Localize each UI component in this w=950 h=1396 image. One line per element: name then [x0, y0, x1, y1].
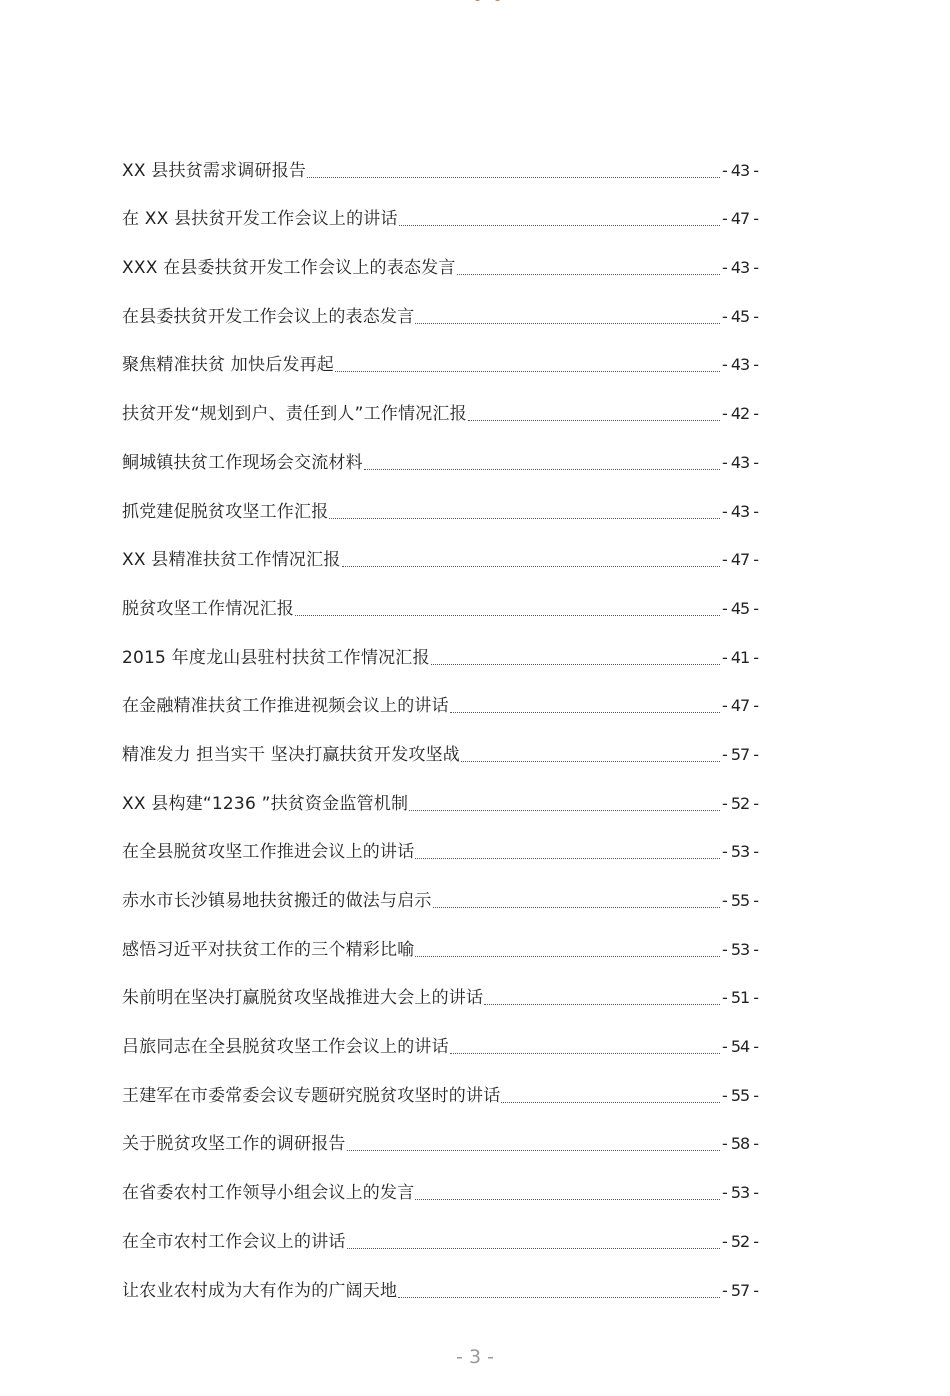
toc-entry[interactable] — [122, 961, 777, 1010]
toc-entry-title: 在 XX 县扶贫开发工作会议上的讲话 — [122, 209, 398, 230]
dot-leader — [433, 887, 720, 908]
toc-entry-page: - 42 - — [722, 404, 759, 424]
dot-leader — [415, 936, 720, 957]
toc-entry-title: 2015 年度龙山县驻村扶贫工作情况汇报 — [122, 647, 430, 668]
toc-entry[interactable] — [122, 1107, 777, 1156]
toc-entry[interactable] — [122, 376, 777, 425]
toc-entry[interactable] — [122, 474, 777, 523]
toc-entry-page: - 43 - — [722, 355, 759, 375]
toc-entry-title: 在省委农村工作领导小组会议上的发言 — [122, 1183, 415, 1204]
toc-entry-title: 吕旅同志在全县脱贫攻坚工作会议上的讲话 — [122, 1037, 449, 1058]
toc-entry-title: 赤水市长沙镇易地扶贫搬迁的做法与启示 — [122, 891, 432, 911]
dot-leader — [347, 1130, 720, 1151]
toc-entry-title: 在全县脱贫攻坚工作推进会议上的讲话 — [122, 842, 415, 863]
toc-entry-page: - 55 - — [722, 1085, 759, 1105]
dot-leader — [431, 644, 720, 665]
toc-entry-title: 抓党建促脱贫攻坚工作汇报 — [122, 501, 329, 522]
toc-entry[interactable] — [122, 230, 777, 279]
toc-entry-title: 鲖城镇扶贫工作现场会交流材料 — [122, 452, 363, 473]
dot-leader — [415, 303, 720, 324]
toc-entry[interactable] — [122, 425, 777, 474]
toc-entry[interactable] — [122, 1009, 777, 1058]
toc-entry[interactable] — [122, 1155, 777, 1204]
toc-entry-title: 在金融精准扶贫工作推进视频会议上的讲话 — [122, 696, 449, 717]
toc-entry-title: XXX 在县委扶贫开发工作会议上的表态发言 — [122, 258, 456, 279]
toc-entry-page: - 43 - — [722, 501, 759, 521]
toc-entry-page: - 43 - — [722, 258, 759, 278]
toc-entry-page: - 53 - — [722, 842, 759, 862]
toc-entry-page: - 52 - — [722, 1231, 759, 1251]
toc-entry[interactable] — [122, 133, 777, 182]
dot-leader — [450, 692, 720, 713]
toc-entry[interactable] — [122, 766, 777, 815]
dot-leader — [457, 254, 720, 275]
toc-entry-page: - 47 - — [722, 209, 759, 229]
toc-entry[interactable] — [122, 620, 777, 669]
toc-entry-page: - 54 - — [722, 1037, 759, 1057]
toc-entry[interactable] — [122, 863, 777, 912]
dot-leader — [484, 984, 720, 1005]
toc-entry-title: 让农业农村成为大有作为的广阔天地 — [122, 1280, 398, 1301]
dot-leader — [461, 741, 720, 762]
dot-leader — [307, 157, 720, 178]
table-of-contents — [122, 133, 777, 1302]
toc-entry[interactable] — [122, 717, 777, 766]
toc-entry-page: - 43 - — [722, 160, 759, 180]
toc-entry[interactable] — [122, 571, 777, 620]
toc-entry-page: - 51 - — [722, 988, 759, 1008]
dot-leader — [342, 546, 721, 567]
toc-entry-page: - 47 - — [722, 550, 759, 570]
toc-entry[interactable] — [122, 1253, 777, 1302]
toc-entry-page: - 57 - — [722, 744, 759, 764]
toc-entry[interactable] — [122, 279, 777, 328]
toc-entry-page: - 57 - — [722, 1280, 759, 1300]
toc-entry-title: 王建军在市委常委会议专题研究脱贫攻坚时的讲话 — [122, 1085, 501, 1106]
toc-entry[interactable] — [122, 328, 777, 377]
dot-icon — [494, 0, 501, 1]
dot-leader — [329, 498, 720, 519]
toc-entry-page: - 41 - — [722, 647, 759, 667]
dot-leader — [335, 351, 720, 372]
toc-entry-page: - 53 - — [722, 939, 759, 959]
dot-leader — [468, 400, 720, 421]
toc-entry-title: 聚焦精准扶贫 加快后发再起 — [122, 355, 335, 376]
dot-leader — [501, 1082, 720, 1103]
toc-entry-title: 感悟习近平对扶贫工作的三个精彩比喻 — [122, 939, 415, 960]
toc-entry-page: - 45 - — [722, 598, 759, 618]
toc-entry[interactable] — [122, 912, 777, 961]
toc-entry-title: XX 县构建“1236 ”扶贫资金监管机制 — [122, 793, 409, 814]
toc-entry[interactable] — [122, 182, 777, 231]
dot-leader — [450, 1033, 720, 1054]
toc-entry-title: 扶贫开发“规划到户、责任到人”工作情况汇报 — [122, 404, 467, 425]
toc-entry-title: XX 县精准扶贫工作情况汇报 — [122, 550, 341, 571]
toc-entry-page: - 47 - — [722, 696, 759, 716]
dot-leader — [398, 1277, 720, 1298]
toc-entry-title: XX 县扶贫需求调研报告 — [122, 160, 307, 181]
toc-entry-page: - 52 - — [722, 793, 759, 813]
dot-leader — [415, 838, 720, 859]
dot-icon — [474, 0, 481, 1]
toc-entry-page: - 55 - — [722, 891, 759, 910]
page-number: - 3 - — [456, 1346, 494, 1368]
dot-leader — [409, 790, 720, 811]
toc-entry-page: - 45 - — [722, 306, 759, 326]
dot-leader — [295, 595, 720, 616]
toc-entry[interactable] — [122, 1204, 777, 1253]
dot-leader — [415, 1179, 720, 1200]
toc-entry-page: - 58 - — [722, 1134, 759, 1154]
toc-entry-page: - 53 - — [722, 1183, 759, 1203]
toc-entry-title: 在县委扶贫开发工作会议上的表态发言 — [122, 306, 415, 327]
top-decoration — [470, 0, 510, 4]
toc-entry[interactable] — [122, 1058, 777, 1107]
toc-entry-title: 精准发力 担当实干 坚决打赢扶贫开发攻坚战 — [122, 744, 461, 765]
toc-entry[interactable] — [122, 815, 777, 864]
dot-leader — [399, 205, 720, 226]
dot-leader — [364, 449, 720, 470]
toc-entry-title: 在全市农村工作会议上的讲话 — [122, 1231, 346, 1252]
dot-leader — [347, 1228, 720, 1249]
toc-entry-title: 朱前明在坚决打赢脱贫攻坚战推进大会上的讲话 — [122, 988, 484, 1009]
toc-entry-title: 脱贫攻坚工作情况汇报 — [122, 598, 294, 619]
toc-entry-page: - 43 - — [722, 452, 759, 472]
toc-entry[interactable] — [122, 669, 777, 718]
toc-entry[interactable] — [122, 523, 777, 572]
toc-entry-title: 关于脱贫攻坚工作的调研报告 — [122, 1134, 346, 1155]
